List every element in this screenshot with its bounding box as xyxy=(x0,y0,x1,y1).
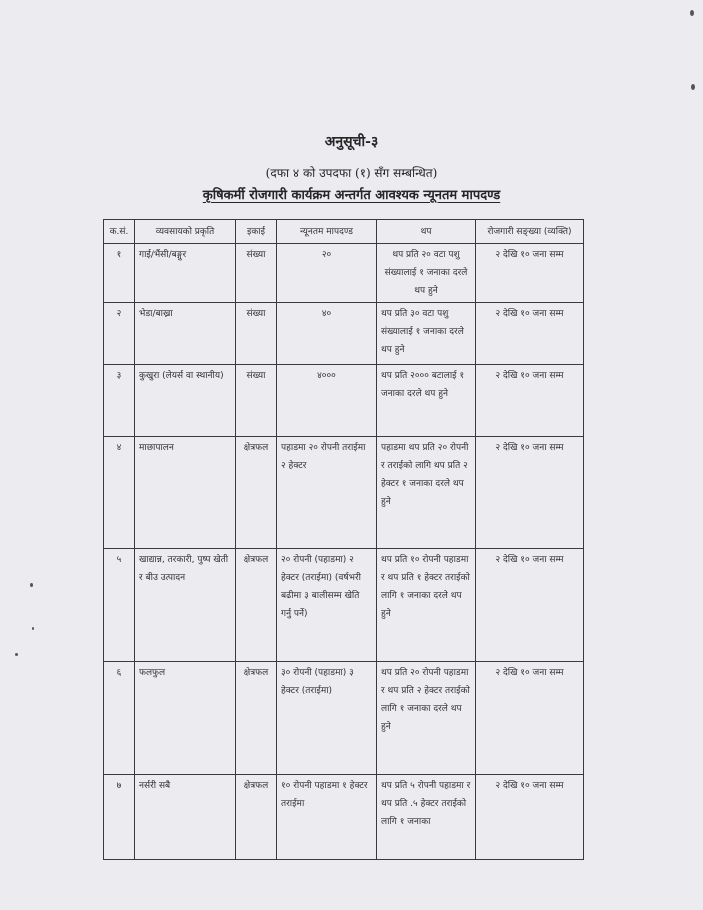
cell-additional: थप प्रति २० रोपनी पहाडमा र थप प्रति २ हेक्टर तराईको लागि १ जनाका दरले थप हुने xyxy=(377,662,476,775)
cell-sn: ४ xyxy=(104,437,135,549)
cell-unit: क्षेत्रफल xyxy=(236,437,277,549)
cell-minimum: १० रोपनी पहाडमा १ हेक्टर तराईमा xyxy=(277,775,377,860)
cell-nature: फलफुल xyxy=(135,662,236,775)
cell-additional: थप प्रति १० रोपनी पहाडमा र थप प्रति १ हेक्टर तराईको लागि १ जनाका दरले थप हुने xyxy=(377,549,476,662)
scan-speck xyxy=(15,653,18,656)
cell-employment: २ देखि १० जना सम्म xyxy=(476,303,584,365)
cell-employment: २ देखि १० जना सम्म xyxy=(476,775,584,860)
table-row xyxy=(104,365,584,437)
cell-employment: २ देखि १० जना सम्म xyxy=(476,365,584,437)
header-sn: क.सं. xyxy=(104,220,135,244)
cell-additional: पहाडमा थप प्रति २० रोपनी र तराईको लागि थप प्रति २ हेक्टर १ जनाका दरले थप हुने xyxy=(377,437,476,549)
cell-sn: ६ xyxy=(104,662,135,775)
header-minimum: न्यूनतम मापदण्ड xyxy=(277,220,377,244)
cell-employment: २ देखि १० जना सम्म xyxy=(476,244,584,303)
cell-unit: क्षेत्रफल xyxy=(236,662,277,775)
scan-speck xyxy=(32,627,34,630)
cell-unit: क्षेत्रफल xyxy=(236,549,277,662)
cell-sn: ३ xyxy=(104,365,135,437)
scan-speck xyxy=(690,10,694,16)
cell-nature: नर्सरी सबै xyxy=(135,775,236,860)
cell-employment: २ देखि १० जना सम्म xyxy=(476,437,584,549)
header-nature: व्यवसायको प्रकृति xyxy=(135,220,236,244)
cell-sn: ७ xyxy=(104,775,135,860)
cell-additional: थप प्रति ५ रोपनी पहाडमा र थप प्रति .५ हेक्टर तराईको लागि १ जनाका xyxy=(377,775,476,860)
table-row xyxy=(104,662,584,775)
cell-nature: गाई/भैंसी/बङ्गुर xyxy=(135,244,236,303)
header-unit: इकाई xyxy=(236,220,277,244)
table-row xyxy=(104,549,584,662)
table-row xyxy=(104,244,584,303)
cell-nature: भेडा/बाख्रा xyxy=(135,303,236,365)
cell-minimum: पहाडमा २० रोपनी तराईमा २ हेक्टर xyxy=(277,437,377,549)
cell-nature: माछापालन xyxy=(135,437,236,549)
cell-nature: कुखुरा (लेयर्स वा स्थानीय) xyxy=(135,365,236,437)
header-additional: थप xyxy=(377,220,476,244)
table-row xyxy=(104,303,584,365)
cell-sn: ५ xyxy=(104,549,135,662)
cell-minimum: ४००० xyxy=(277,365,377,437)
cell-employment: २ देखि १० जना सम्म xyxy=(476,662,584,775)
cell-additional: थप प्रति २० वटा पशु संख्यालाई १ जनाका दरले थप हुने xyxy=(377,244,476,303)
cell-sn: २ xyxy=(104,303,135,365)
cell-unit: क्षेत्रफल xyxy=(236,775,277,860)
cell-additional: थप प्रति २००० बटालाई १ जनाका दरले थप हुने xyxy=(377,365,476,437)
header-employment: रोजगारी सङ्ख्या (व्यक्ति) xyxy=(476,220,584,244)
cell-unit: संख्या xyxy=(236,244,277,303)
cell-minimum: ३० रोपनी (पहाडमा) ३ हेक्टर (तराईमा) xyxy=(277,662,377,775)
schedule-title: अनुसूची-३ xyxy=(324,134,379,150)
scan-speck xyxy=(691,84,695,90)
cell-additional: थप प्रति ३० वटा पशु संख्यालाई १ जनाका दरले थप हुने xyxy=(377,303,476,365)
cell-sn: १ xyxy=(104,244,135,303)
scan-speck xyxy=(30,583,33,587)
table-row xyxy=(104,437,584,549)
cell-nature: खाद्यान्न, तरकारी, पुष्प खेती र बीउ उत्पादन xyxy=(135,549,236,662)
table-header-row xyxy=(104,220,584,244)
cell-unit: संख्या xyxy=(236,303,277,365)
table-row xyxy=(104,775,584,860)
cell-minimum: २० xyxy=(277,244,377,303)
cell-employment: २ देखि १० जना सम्म xyxy=(476,549,584,662)
schedule-subtitle: (दफा ४ को उपदफा (१) सँग सम्बन्धित) xyxy=(265,166,438,180)
criteria-table xyxy=(103,219,584,860)
cell-minimum: २० रोपनी (पहाडमा) २ हेक्टर (तराईमा) (वर्षभरी बढीमा ३ बालीसम्म खेति गर्नु पर्ने) xyxy=(277,549,377,662)
schedule-heading: कृषिकर्मी रोजगारी कार्यक्रम अन्तर्गत आवश्यक न्यूनतम मापदण्ड xyxy=(202,188,501,203)
cell-minimum: ४० xyxy=(277,303,377,365)
cell-unit: संख्या xyxy=(236,365,277,437)
